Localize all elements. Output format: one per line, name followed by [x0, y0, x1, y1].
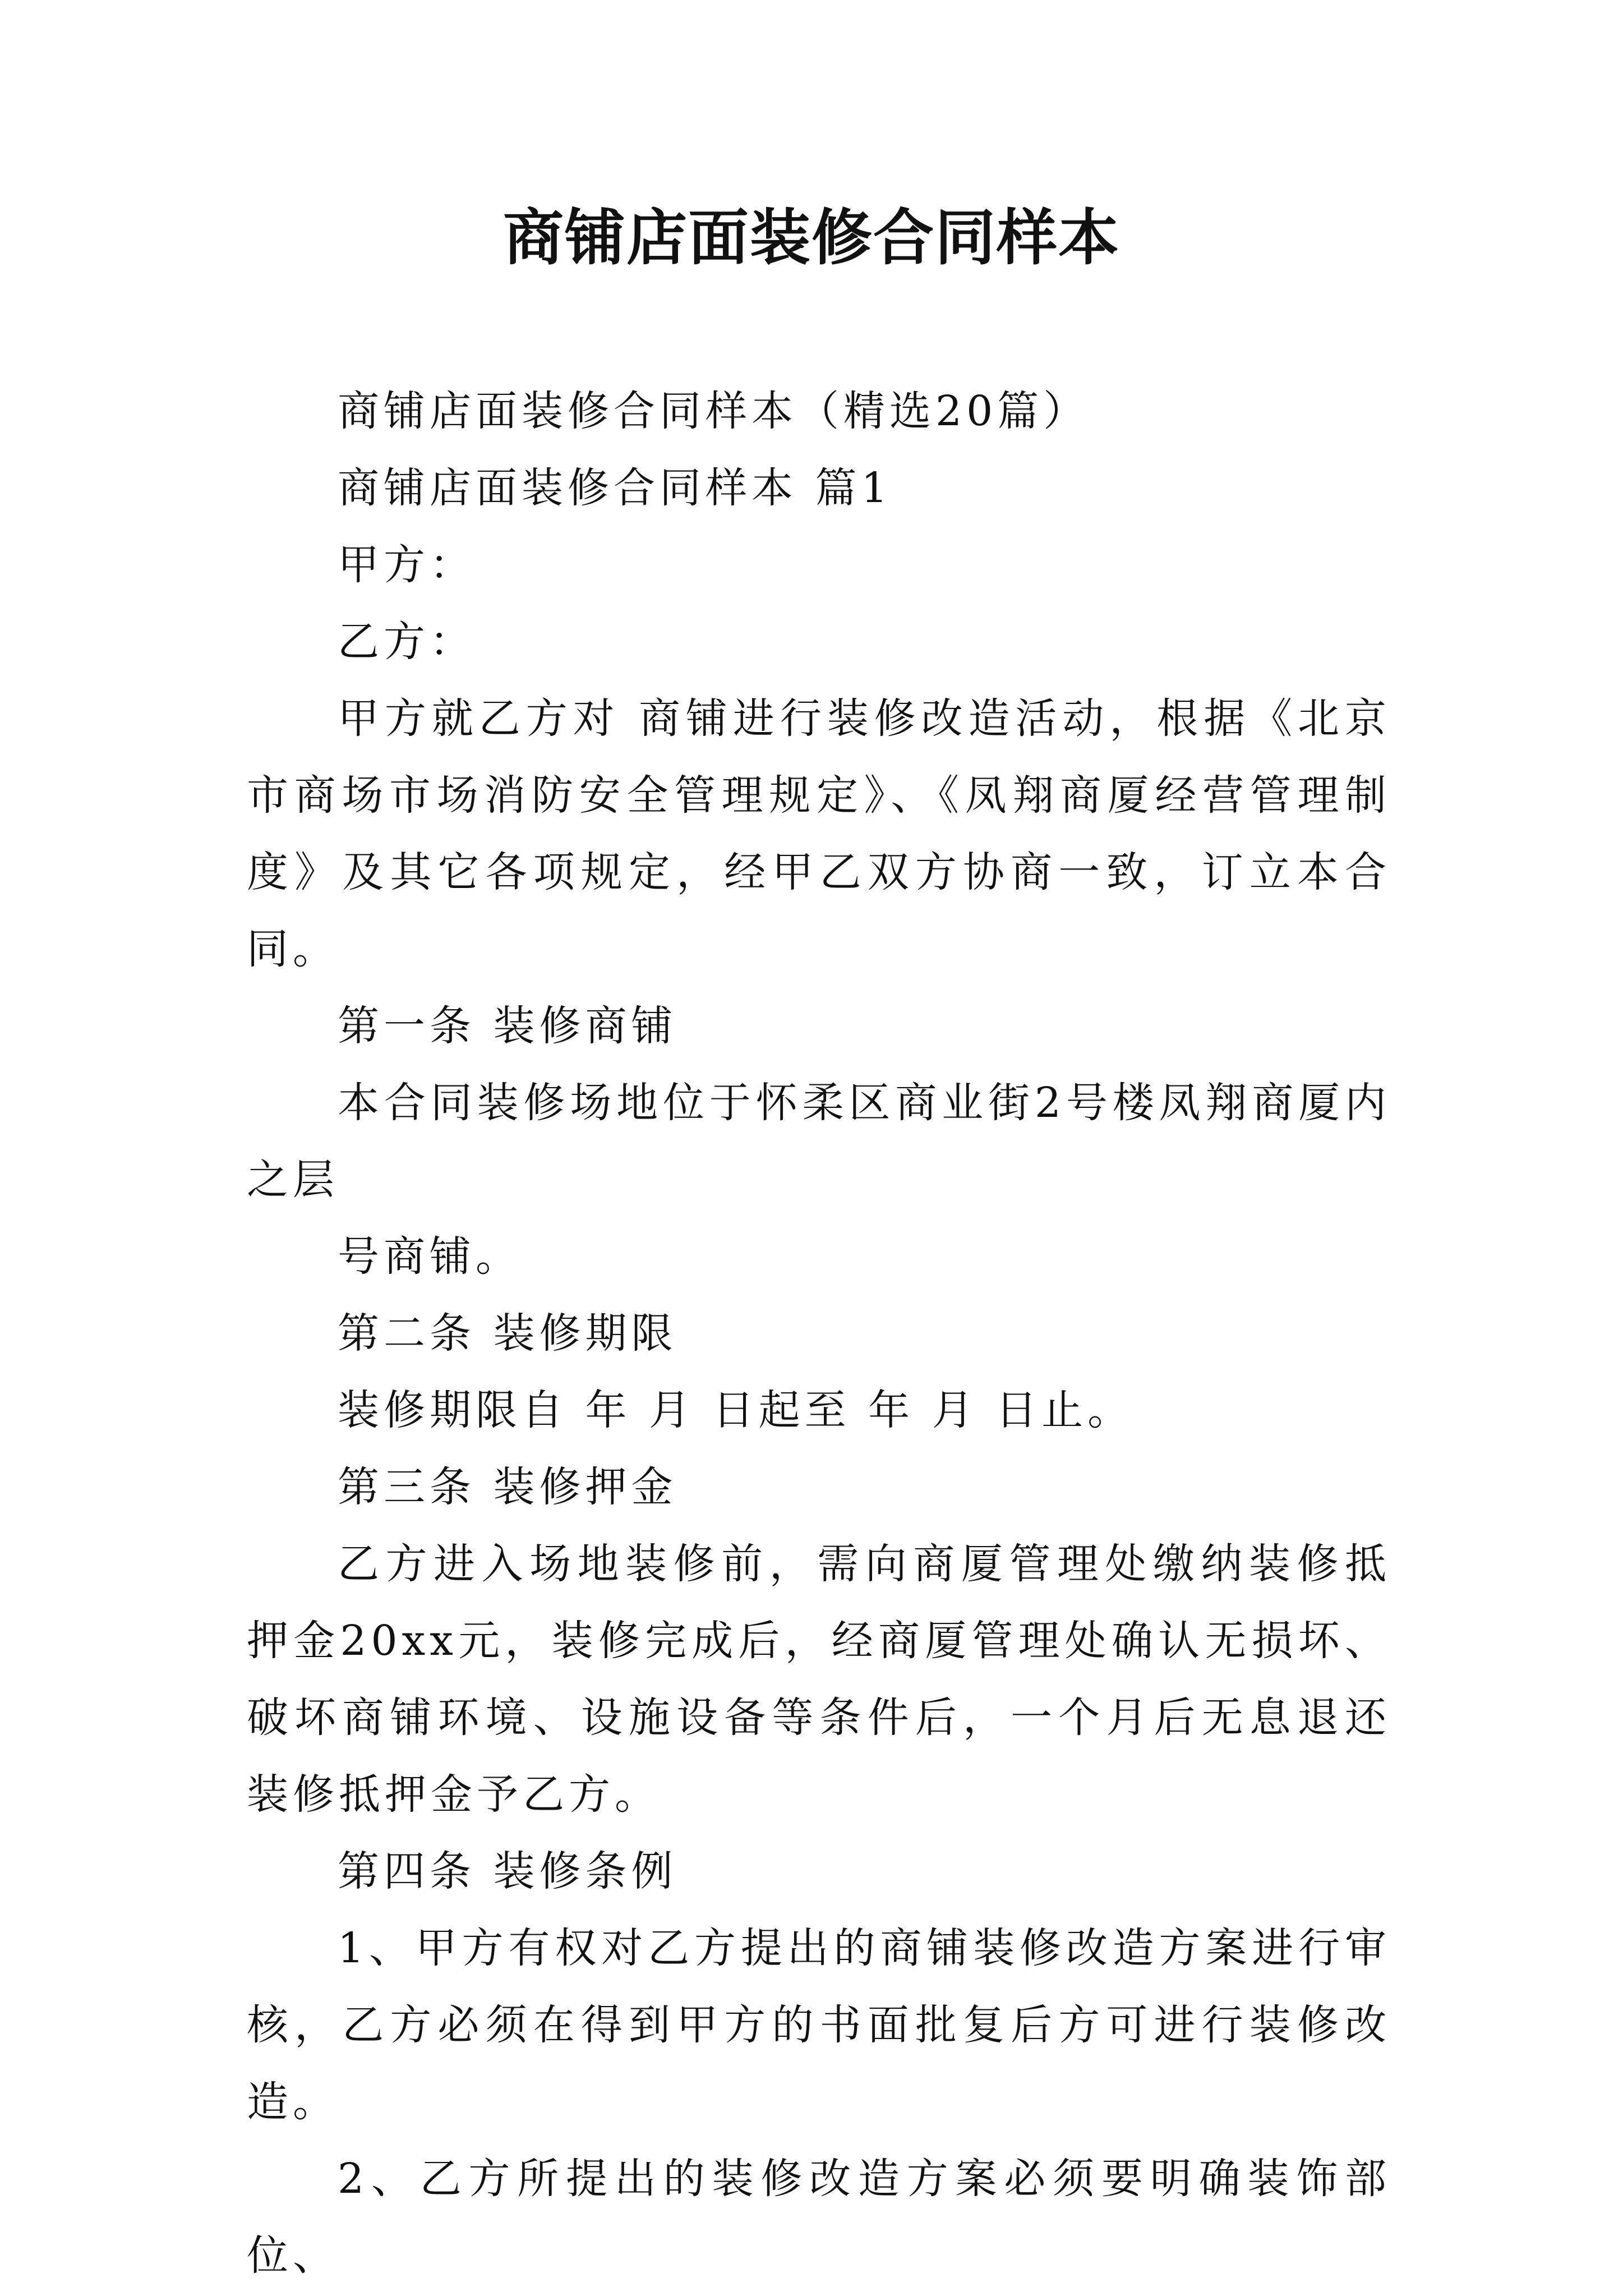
article-1-location: 本合同装修场地位于怀柔区商业街2号楼凤翔商厦内之层: [247, 1079, 1391, 1204]
article-4-item-1: 1、甲方有权对乙方提出的商铺装修改造方案进行审核，乙方必须在得到甲方的书面批复后方可进行装修改造。: [247, 1924, 1391, 2126]
document-body: [247, 373, 1391, 2294]
article-3-deposit: 乙方进入场地装修前，需向商厦管理处缴纳装修抵押金20xx元，装修完成后，经商厦管理处确认无损坏、破坏商铺环境、设施设备等条件后，一个月后无息退还装修抵押金予乙方。: [247, 1540, 1391, 1819]
article-3-heading: 第三条 装修押金: [338, 1463, 677, 1511]
article-2-period: 装修期限自 年 月 日起至 年 月 日止。: [338, 1386, 1134, 1434]
paragraph-preamble: 甲方就乙方对 商铺进行装修改造活动，根据《北京市商场市场消防安全管理规定》、《凤翔商厦经营管理制度》及其它各项规定，经甲乙双方协商一致，订立本合同。: [247, 694, 1391, 973]
paragraph-party-b: 乙方：: [338, 618, 476, 666]
paragraph-chapter-heading: 商铺店面装修合同样本 篇1: [338, 464, 892, 512]
paragraph-party-a: 甲方：: [338, 541, 476, 589]
document-title: 商铺店面装修合同样本: [502, 203, 1120, 273]
article-2-heading: 第二条 装修期限: [338, 1309, 677, 1358]
article-4-heading: 第四条 装修条例: [338, 1847, 677, 1895]
article-1-shop-number: 号商铺。: [338, 1232, 522, 1281]
paragraph-subtitle: 商铺店面装修合同样本（精选20篇）: [338, 387, 1090, 435]
article-4-item-2: 2、乙方所提出的装修改造方案必须要明确装饰部位、: [247, 2155, 1391, 2280]
article-1-heading: 第一条 装修商铺: [338, 1002, 677, 1050]
